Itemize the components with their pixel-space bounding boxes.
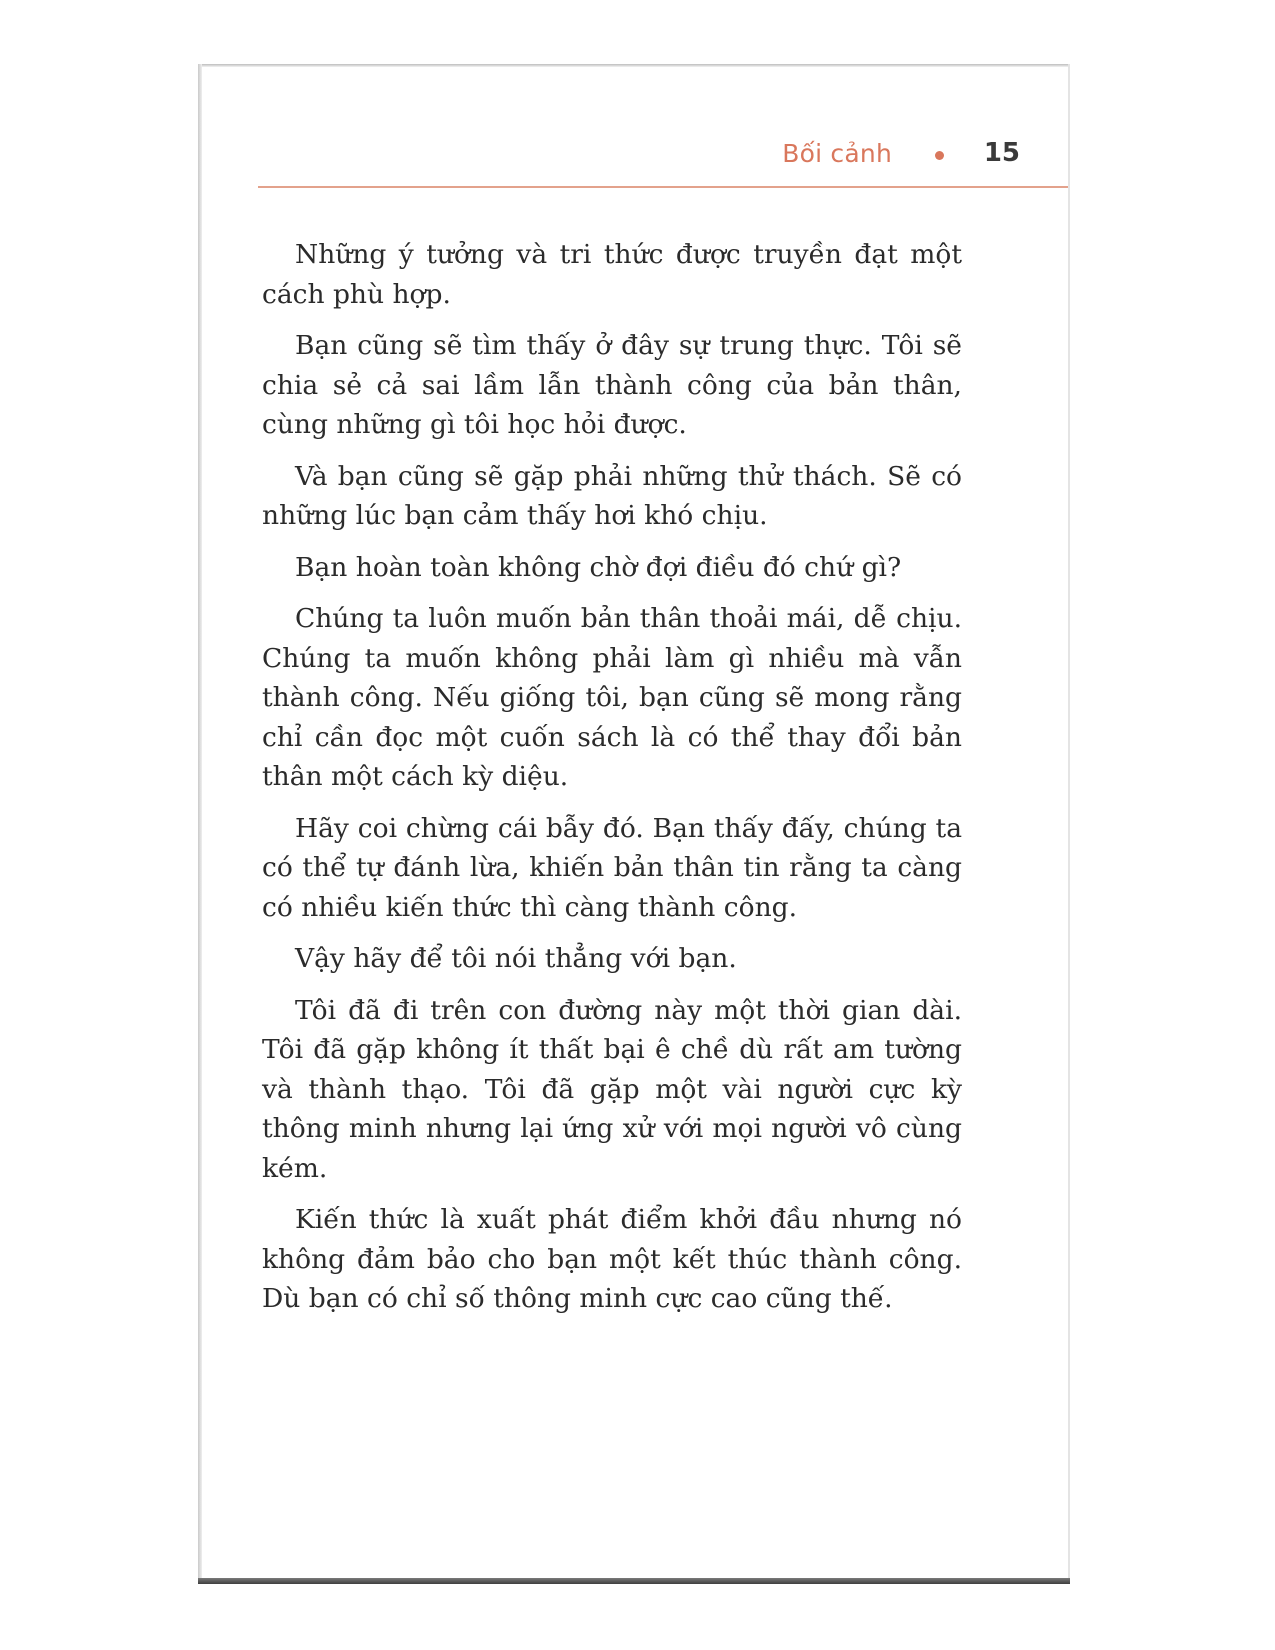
page-number: 15	[983, 138, 1020, 168]
bullet-dot-icon	[935, 151, 944, 160]
paragraph: Vậy hãy để tôi nói thẳng với bạn.	[295, 943, 737, 974]
paragraph: Hãy coi chừng cái bẫy đó. Bạn thấy đấy, chúng ta có thể tự đánh lừa, khiến bản thân tin rằng ta càng có nhiều kiến thức thì càng thành công.	[262, 812, 962, 923]
book-page	[202, 67, 1068, 1578]
paragraph: Chúng ta luôn muốn bản thân thoải mái, dễ chịu. Chúng ta muốn không phải làm gì nhiều mà vẫn thành công. Nếu giống tôi, bạn cũng sẽ mong rằng chỉ cần đọc một cuốn sách là có thể thay đổi bản thân một cách kỳ diệu.	[262, 603, 962, 792]
paragraph: Bạn cũng sẽ tìm thấy ở đây sự trung thực. Tôi sẽ chia sẻ cả sai lầm lẫn thành công của bản thân, cùng những gì tôi học hỏi được.	[262, 330, 962, 440]
body-text	[262, 235, 962, 1331]
paragraph: Những ý tưởng và tri thức được truyền đạt một cách phù hợp.	[262, 239, 962, 310]
scan-edge-right	[1068, 64, 1070, 1584]
paragraph: Kiến thức là xuất phát điểm khởi đầu nhưng nó không đảm bảo cho bạn một kết thúc thành công. Dù bạn có chỉ số thông minh cực cao cũng thế.	[262, 1204, 962, 1314]
header-rule	[258, 186, 1068, 188]
scan-edge-bottom	[198, 1578, 1070, 1584]
paragraph: Bạn hoàn toàn không chờ đợi điều đó chứ gì?	[295, 551, 902, 583]
paragraph: Tôi đã đi trên con đường này một thời gian dài. Tôi đã gặp không ít thất bại ê chề dù rất am tường và thành thạo. Tôi đã gặp một vài người cực kỳ thông minh nhưng lại ứng xử với mọi người vô cùng kém.	[262, 994, 962, 1184]
running-head-section-title: Bối cảnh	[782, 139, 892, 168]
paragraph: Và bạn cũng sẽ gặp phải những thử thách. Sẽ có những lúc bạn cảm thấy hơi khó chịu.	[262, 460, 962, 531]
